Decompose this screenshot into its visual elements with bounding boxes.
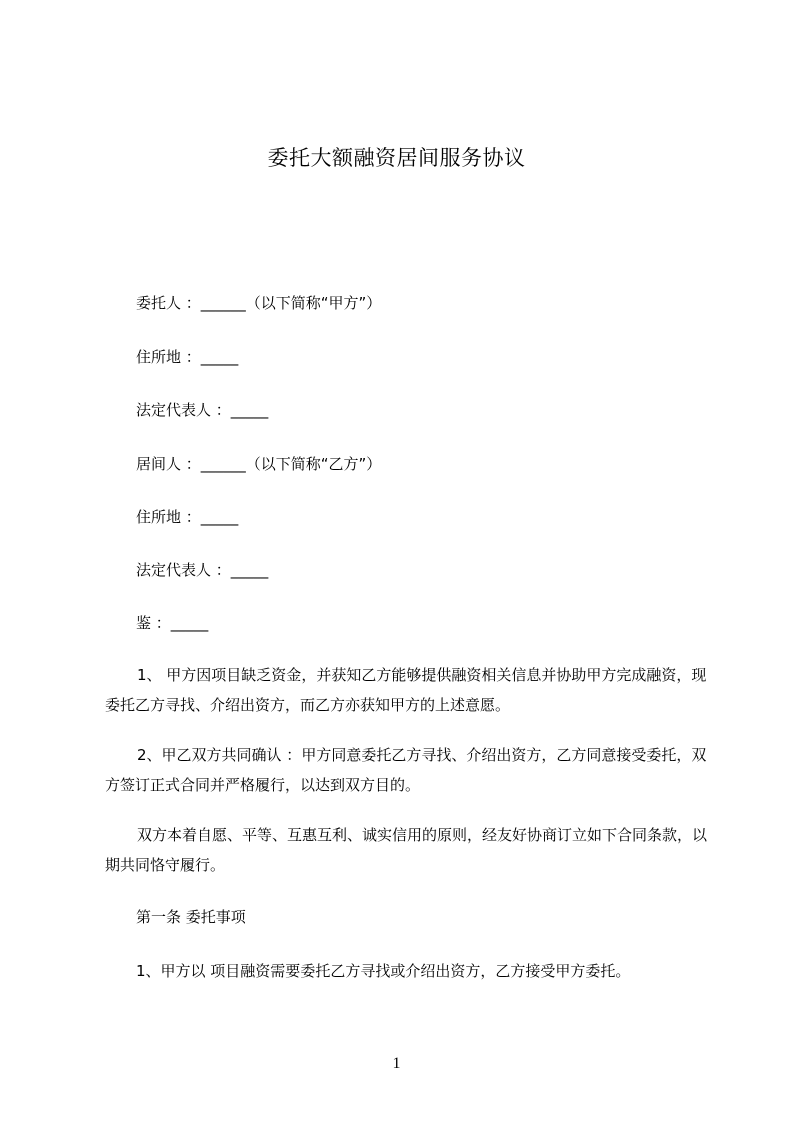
recital-paragraph-2: 2、甲乙双方共同确认 ：甲方同意委托乙方寻找、介绍出资方，乙方同意接受委托，双方签订正式合同并严格履行，以达到双方目的。 [105,746,707,794]
recital-paragraph-1: 1、 甲方因项目缺乏资金，并获知乙方能够提供融资相关信息并协助甲方完成融资，现委托乙方寻找、介绍出资方，而乙方亦获知甲方的上述意愿。 [105,666,707,714]
recital-paragraph-3: 双方本着自愿、平等、互惠互利、诚实信用的原则，经友好协商订立如下合同条款，以期共同恪守履行。 [105,826,708,874]
whereas-line: 鉴 ：_____ [136,614,209,632]
article-one-heading: 第一条 委托事项 [136,908,246,926]
document-title: 委托大额融资居间服务协议 [267,146,526,170]
principal-address-line: 住所地 ：_____ [136,348,239,366]
party-principal-line: 委托人 ：______（以下简称“甲方”） [136,294,382,312]
party-intermediary-line: 居间人 ：______（以下简称“乙方”） [136,455,382,473]
article-one-clause-1: 1、甲方以 项目融资需要委托乙方寻找或介绍出资方，乙方接受甲方委托。 [136,962,631,980]
intermediary-legal-representative-line: 法定代表人 ：_____ [136,561,269,579]
intermediary-address-line: 住所地 ：_____ [136,508,239,526]
page-number: 1 [392,1055,401,1072]
principal-legal-representative-line: 法定代表人 ：_____ [136,401,269,419]
